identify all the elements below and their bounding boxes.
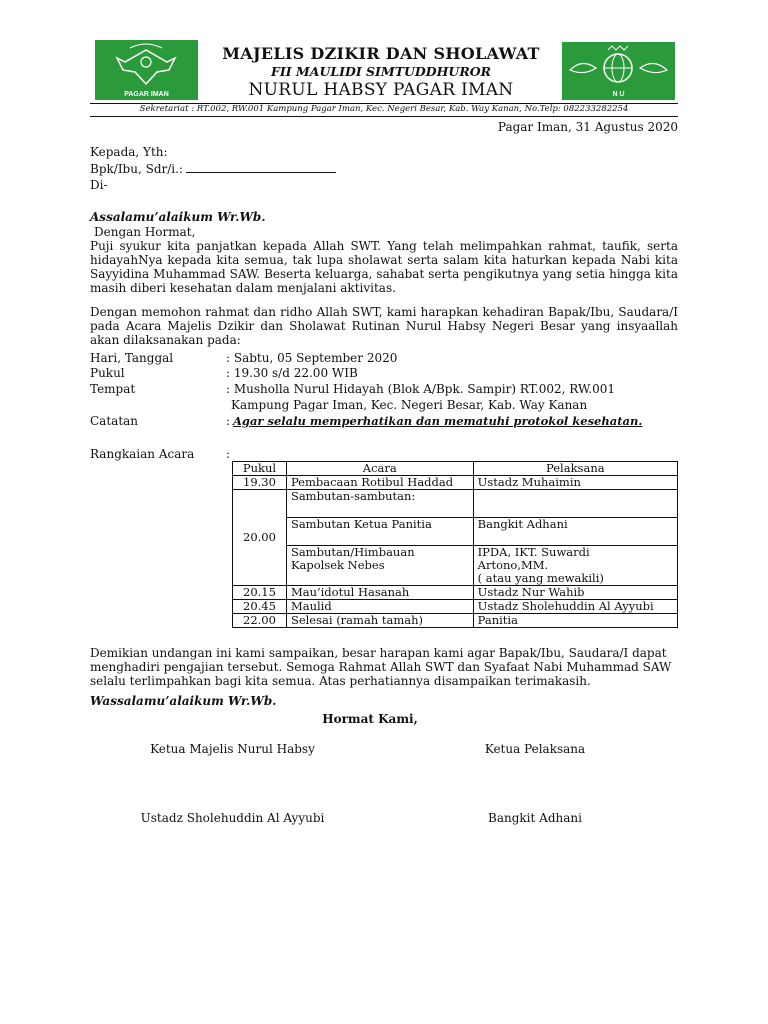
paragraph-line: masih diberi kesehatan dalam menjalani aktivitas. xyxy=(90,281,396,295)
paragraph-line: Demikian undangan ini kami sampaikan, besar harapan kami agar Bapak/Ibu, Saudara/I dapat xyxy=(90,646,667,660)
note-colon: : xyxy=(226,414,231,428)
cell-pelaksana: Panitia xyxy=(473,614,677,628)
cell-pelaksana: Bangkit Adhani xyxy=(473,518,677,546)
cell-line: Sambutan/Himbauan xyxy=(290,545,415,559)
cell-pelaksana: Ustadz Nur Wahib xyxy=(473,586,677,600)
table-row xyxy=(233,546,678,586)
cell-acara: Sambutan-sambutan: xyxy=(286,490,473,518)
signer-left-title: Ketua Majelis Nurul Habsy xyxy=(150,742,315,756)
time-label: Pukul xyxy=(90,366,125,380)
secretariat-line: Sekretariat : RT.002, RW.001 Kampung Pagar Iman, Kec. Negeri Besar, Kab. Way Kanan, No.Telp: 082233282254 xyxy=(139,104,629,114)
paragraph-line: menghadiri pengajian tersebut. Semoga Rahmat Allah SWT dan Syafaat Nabi Muhammad SAW xyxy=(90,660,672,674)
recipient-label: Bpk/Ibu, Sdr/i.: xyxy=(90,162,183,176)
note-value: Agar selalu memperhatikan dan mematuhi protokol kesehatan. xyxy=(233,414,643,428)
paragraph-line: Puji syukur kita panjatkan kepada Allah SWT. Yang telah melimpahkan rahmat, taufik, serta xyxy=(90,239,678,253)
cell-pelaksana: Ustadz Muhaimin xyxy=(473,476,677,490)
cell-pelaksana xyxy=(473,490,677,518)
nu-logo xyxy=(562,42,675,100)
logo-caption: N U xyxy=(612,91,625,98)
note-label: Catatan xyxy=(90,414,139,428)
cell-acara: Sambutan Ketua Panitia xyxy=(286,518,473,546)
rangkaian-colon: : xyxy=(226,447,231,461)
recipient-line xyxy=(90,162,336,176)
place-value: : Musholla Nurul Hidayah (Blok A/Bpk. Sampir) RT.002, RW.001 xyxy=(226,382,615,396)
org-title: MAJELIS DZIKIR DAN SHOLAWAT xyxy=(222,44,540,63)
letter-date: Pagar Iman, 31 Agustus 2020 xyxy=(497,120,678,134)
paragraph-line: Sayyidina Muhammad SAW. Beserta keluarga, sahabat serta pengikutnya yang setia hingga kita xyxy=(90,267,678,281)
hormat-kami: Hormat Kami, xyxy=(322,712,418,726)
cell-time: 20.00 xyxy=(233,490,287,586)
salam-open: Assalamu’alaikum Wr.Wb. xyxy=(90,210,266,224)
paragraph-line: Dengan memohon rahmat dan ridho Allah SWT, kami harapkan kehadiran Bapak/Ibu, Saudara/I xyxy=(90,305,678,319)
cell-time: 19.30 xyxy=(233,476,287,490)
cell-time: 22.00 xyxy=(233,614,287,628)
paragraph-1 xyxy=(90,239,678,295)
cell-acara: Selesai (ramah tamah) xyxy=(286,614,473,628)
cell-line: ( atau yang mewakili) xyxy=(477,571,604,585)
salam-close: Wassalamu’alaikum Wr.Wb. xyxy=(90,694,277,708)
table-row xyxy=(233,614,678,628)
signer-right-title: Ketua Pelaksana xyxy=(484,742,586,756)
table-row xyxy=(233,490,678,518)
closing-paragraph xyxy=(90,646,678,688)
cell-line: Kapolsek Nebes xyxy=(290,558,385,572)
column-header: Acara xyxy=(286,462,473,476)
column-header: Pukul xyxy=(233,462,287,476)
greeting: Dengan Hormat, xyxy=(94,225,196,239)
cell-line: IPDA, IKT. Suwardi xyxy=(477,545,590,559)
org-subtitle: FII MAULIDI SIMTUDDHUROR xyxy=(270,64,491,79)
place-value-2: Kampung Pagar Iman, Kec. Negeri Besar, Kab. Way Kanan xyxy=(231,398,588,412)
cell-acara xyxy=(286,546,473,586)
recipient-blank xyxy=(186,162,336,173)
cell-line: Artono,MM. xyxy=(477,558,549,572)
cell-time: 20.15 xyxy=(233,586,287,600)
cell-acara: Maulid xyxy=(286,600,473,614)
header-rule xyxy=(90,116,678,117)
schedule-table xyxy=(232,461,678,628)
address-di: Di- xyxy=(90,178,108,192)
paragraph-line: hidayahNya kepada kita semua, tak lupa sholawat serta salam kita haturkan kepada Nabi kita xyxy=(90,253,678,267)
rangkaian-label: Rangkaian Acara xyxy=(90,447,195,461)
logo-caption: PAGAR IMAN xyxy=(124,91,169,98)
table-row xyxy=(233,600,678,614)
time-value: : 19.30 s/d 22.00 WIB xyxy=(226,366,358,380)
table-header-row xyxy=(233,462,678,476)
table-row xyxy=(233,518,678,546)
paragraph-line: akan dilaksanakan pada: xyxy=(90,333,241,347)
day-label: Hari, Tanggal xyxy=(90,351,174,365)
signer-left-name: Ustadz Sholehuddin Al Ayyubi xyxy=(140,811,325,825)
place-label: Tempat xyxy=(90,382,136,396)
cell-time: 20.45 xyxy=(233,600,287,614)
paragraph-2 xyxy=(90,305,678,347)
org-name: NURUL HABSY PAGAR IMAN xyxy=(248,80,514,100)
address-to: Kepada, Yth: xyxy=(90,145,168,159)
table-row xyxy=(233,476,678,490)
cell-pelaksana: Ustadz Sholehuddin Al Ayyubi xyxy=(473,600,677,614)
paragraph-line: selalu terlimpahkan bagi kita semua. Atas perhatiannya disampaikan terimakasih. xyxy=(90,674,591,688)
cell-acara: Pembacaan Rotibul Haddad xyxy=(286,476,473,490)
day-value: : Sabtu, 05 September 2020 xyxy=(226,351,398,365)
majelis-logo xyxy=(95,40,198,100)
paragraph-line: pada Acara Majelis Dzikir dan Sholawat Rutinan Nurul Habsy Negeri Besar yang insyaallah xyxy=(90,319,678,333)
table-row xyxy=(233,586,678,600)
signer-right-name: Bangkit Adhani xyxy=(488,811,582,825)
column-header: Pelaksana xyxy=(473,462,677,476)
cell-pelaksana xyxy=(473,546,677,586)
cell-acara: Mau’idotul Hasanah xyxy=(286,586,473,600)
